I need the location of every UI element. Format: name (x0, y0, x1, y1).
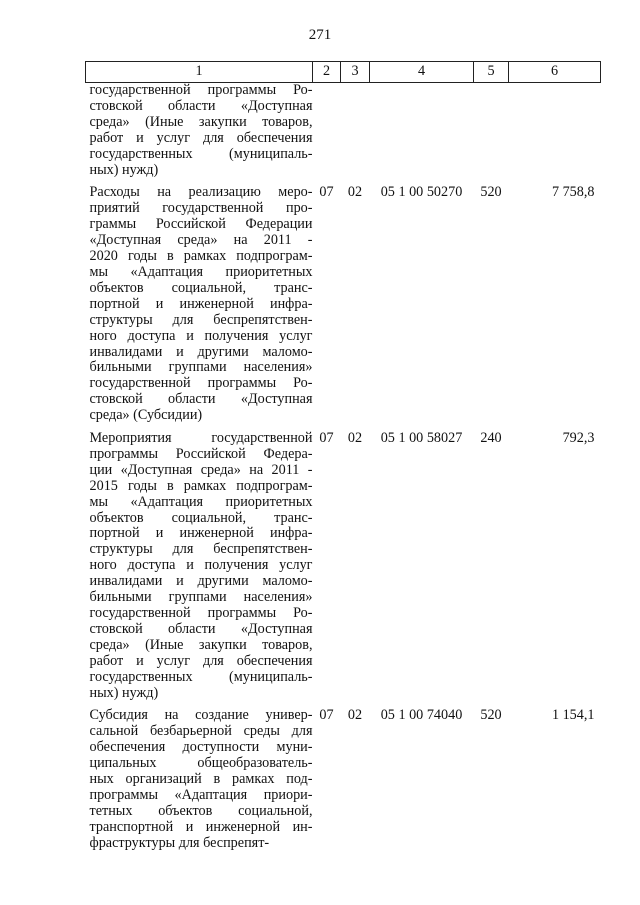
description-line: государственной программы Ро- (89, 82, 313, 98)
row-subsection: 02 (347, 184, 363, 201)
row-amount: 1 154,1 (551, 707, 595, 724)
table-row (86, 431, 601, 708)
row-target-article: 05 1 00 50270 (380, 184, 463, 201)
description-line: фраструктуры для беспрепят- (89, 834, 270, 851)
description-line: среда» (Иные закупки товаров, (89, 113, 313, 130)
row-expense-type: 520 (480, 707, 502, 724)
row-expense-type (474, 83, 509, 186)
row-amount (509, 83, 601, 186)
description-line: ного доступа и получения услуг (89, 557, 313, 574)
row-description (86, 431, 313, 708)
description-line: «Доступная среда» на 2011 - (89, 232, 313, 249)
row-amount: 792,3 (562, 430, 595, 447)
description-line: стовской области «Доступная (89, 620, 313, 637)
row-target-article: 05 1 00 74040 (380, 707, 463, 724)
row-target-article: 05 1 00 58027 (380, 430, 463, 447)
table-row (86, 708, 601, 858)
description-line: ции «Доступная среда» на 2011 - (89, 461, 313, 478)
description-line: среда» (Субсидии) (89, 407, 203, 424)
row-description (86, 185, 313, 431)
description-line: инвалидами и другими маломо- (89, 573, 313, 590)
header-col-1: 1 (86, 62, 313, 83)
description-line: обеспечения доступности муни- (89, 739, 313, 756)
header-col-5: 5 (474, 62, 509, 83)
description-line: ных организаций в рамках под- (89, 771, 313, 788)
description-line: транспортной и инженерной ин- (89, 818, 313, 835)
description-line: мы «Адаптация приоритетных (89, 493, 313, 510)
description-line: среда» (Иные закупки товаров, (89, 636, 313, 653)
description-line: программы Российской Федера- (89, 445, 313, 462)
header-col-3: 3 (341, 62, 370, 83)
description-line: государственных (муниципаль- (89, 145, 313, 162)
row-expense-type: 240 (480, 430, 502, 447)
row-subsection (341, 83, 370, 186)
page-number: 271 (308, 27, 332, 43)
description-line: государственной программы Ро- (89, 605, 313, 621)
row-subsection: 02 (347, 707, 363, 724)
header-col-4: 4 (370, 62, 474, 83)
description-line: объектов социальной, транс- (89, 279, 313, 296)
table-row (86, 185, 601, 431)
description-line: работ и услуг для обеспечения (89, 652, 313, 669)
description-line: программы «Адаптация приори- (89, 786, 313, 803)
row-amount: 7 758,8 (551, 184, 595, 201)
description-line: бильными группами населения» (89, 589, 313, 606)
description-line: портной и инженерной инфра- (89, 525, 313, 542)
description-line: 2020 годы в рамках подпрограм- (89, 248, 313, 265)
row-description (86, 83, 313, 186)
row-description (86, 708, 313, 858)
row-subsection: 02 (347, 430, 363, 447)
table-body (86, 83, 601, 859)
description-line: ных) нужд) (89, 684, 159, 701)
description-line: Субсидия на создание универ- (89, 707, 313, 724)
row-section: 07 (319, 184, 334, 201)
description-line: ципальных общеобразователь- (89, 755, 313, 772)
description-line: объектов социальной, транс- (89, 509, 313, 526)
description-line: портной и инженерной инфра- (89, 295, 313, 312)
description-line: структуры для беспрепятствен- (89, 541, 313, 558)
row-section: 07 (319, 430, 334, 447)
description-line: стовской области «Доступная (89, 97, 313, 114)
description-line: структуры для беспрепятствен- (89, 311, 313, 328)
description-line: граммы Российской Федерации (89, 216, 313, 233)
description-line: ного доступа и получения услуг (89, 327, 313, 344)
row-expense-type: 520 (480, 184, 502, 201)
description-line: мы «Адаптация приоритетных (89, 263, 313, 280)
row-section: 07 (319, 707, 334, 724)
description-line: тетных объектов социальной, (89, 802, 313, 819)
description-line: ных) нужд) (89, 161, 159, 178)
description-line: государственной программы Ро- (89, 375, 313, 392)
description-line: Расходы на реализацию меро- (89, 184, 313, 201)
description-line: Мероприятия государственной (89, 430, 313, 447)
description-line: стовской области «Доступная (89, 391, 313, 408)
description-line: приятий государственной про- (89, 200, 313, 217)
row-target-article (370, 83, 474, 186)
table-row (86, 83, 601, 186)
description-line: бильными группами населения» (89, 359, 313, 376)
description-line: инвалидами и другими маломо- (89, 343, 313, 360)
header-col-2: 2 (313, 62, 341, 83)
row-section (313, 83, 341, 186)
description-line: работ и услуг для обеспечения (89, 129, 313, 146)
description-line: сальной безбарьерной среды для (89, 723, 313, 740)
description-line: 2015 годы в рамках подпрограм- (89, 477, 313, 494)
description-line: государственных (муниципаль- (89, 668, 313, 685)
header-col-6: 6 (509, 62, 601, 83)
budget-table (85, 61, 601, 859)
header-row (86, 62, 601, 83)
